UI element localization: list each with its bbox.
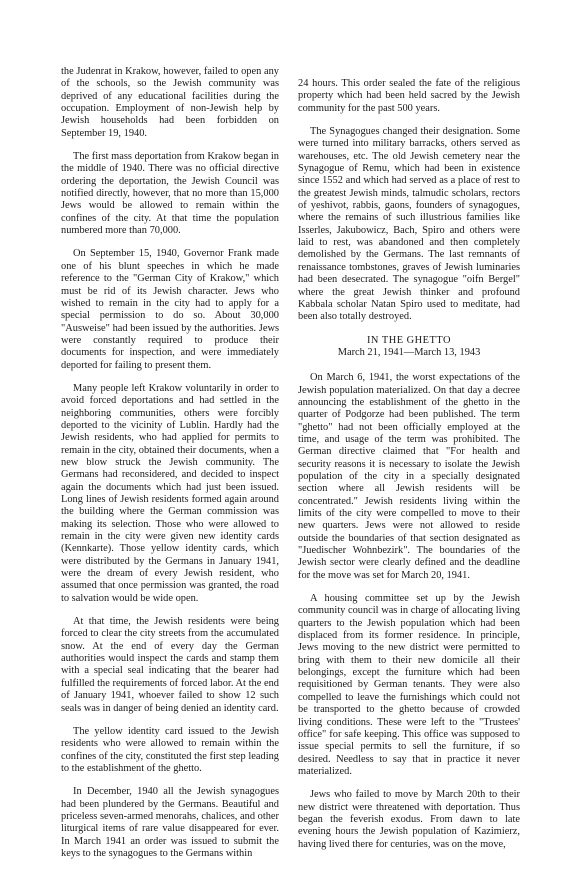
paragraph: Many people left Krakow voluntarily in order to avoid forced deportations and had settled in the neighboring communities, others were forcibly deported to the vicinity of Lublin. Hardly had the Jewish residents, who had applied for permits to remain in the city, obtained their documents, when a new blow struck the Jewish community. The Germans had reconsidered, and decided to inspect again the documents which had just been issued. Long lines of Jewish residents formed again around the building where the German commission was making its selection. Those who were allowed to remain in the city were given new identity cards (Kennkarte). Those yellow identity cards, which were distributed by the Germans in January 1941, were the dream of every Jewish resident, who assumed that once permission was granted, the road to salvation would be wide open. xyxy=(61,382,279,604)
left-column xyxy=(61,66,279,871)
paragraph: the Judenrat in Krakow, however, failed to open any of the schools, so the Jewish community was deprived of any educational facilities during the occupation. Employment of non-Jewish help by Jewish households had been forbidden on September 19, 1940. xyxy=(61,66,279,139)
section-dates: March 21, 1941—March 13, 1943 xyxy=(337,346,481,358)
paragraph: In December, 1940 all the Jewish synagogues had been plundered by the Germans. Beautiful and priceless seven-armed menorahs, chalices, and other liturgical items of rare value disappeared for ever. In March 1941 an order was issued to submit the keys to the synagogues to the Germans within xyxy=(61,786,279,859)
paragraph: The yellow identity card issued to the Jewish residents who were allowed to remain within the confines of the city, constituted the first step leading to the establishment of the ghetto. xyxy=(61,725,279,774)
paragraph: At that time, the Jewish residents were being forced to clear the city streets from the accumulated snow. At the end of every day the German authorities would inspect the cards and stamp them with a special seal indicating that the bearer had fulfilled the requirements of forced labor. At the end of January 1941, whoever failed to show 12 such seals was in danger of being denied an identity card. xyxy=(61,616,279,714)
paragraph: On March 6, 1941, the worst expectations of the Jewish population materialized. On that day a decree announcing the establishment of the ghetto in the quarter of Podgorze had been published. The term "ghetto" had not been officially employed at the time, and usage of the term was prohibited. The German directive claimed that "For health and security reasons it is necessary to isolate the Jewish population of the city in a specially designated section where all Jewish residents will be concentrated." Jewish residents living within the limits of the city were compelled to move to their new quarters. Jews were not allowed to reside outside the boundaries of that section designated as "Juedischer Wohnbezirk". The boundaries of the Jewish sector were clearly defined and the deadline for the move was set for March 20, 1941. xyxy=(298,372,520,581)
section-heading: IN THE GHETTO xyxy=(366,334,452,346)
paragraph: On September 15, 1940, Governor Frank made one of his blunt speeches in which he made reference to the "German City of Krakow," which must be rid of its Jewish character. Jews who wished to remain in the city had to apply for a special permission to do so. About 30,000 "Ausweise" had been issued by the authorities. Jews were constantly required to produce their documents for inspection, and were immediately deported for failing to present them. xyxy=(61,248,279,371)
right-column xyxy=(298,78,520,862)
paragraph: Jews who failed to move by March 20th to their new district were threatened with deportation. Thus began the feverish exodus. From dawn to late evening hours the Jewish population of Kazimierz, having lived there for centuries, was on the move, xyxy=(298,789,520,850)
paragraph: 24 hours. This order sealed the fate of the religious property which had been held sacred by the Jewish community for the past 500 years. xyxy=(298,78,520,114)
paragraph: A housing committee set up by the Jewish community council was in charge of allocating living quarters to the Jewish population which had been displaced from its former residence. In principle, Jews moving to the new district were permitted to bring with them to their new domicile all their belongings, except the furniture which had been requisitioned by German tenants. They were also compelled to leave the furnishings which could not be transported to the ghetto because of crowded living conditions. These were left to the "Trustees' office" for safe keeping. This office was supposed to issue special permits to sell the furniture, if so desired. Needless to say that in practice it never materialized. xyxy=(298,593,520,777)
paragraph: The Synagogues changed their designation. Some were turned into military barracks, others served as warehouses, etc. The old Jewish cemetery near the Synagogue of Remu, which had been in existence since 1552 and which had served as a place of rest to the greatest Jewish minds, talmudic scholars, rectors of yeshivot, rabbis, gaons, founders of synagogues, where the remains of such illustrious families like Isserles, Jakubowicz, Bach, Spiro and others were laid to rest, was abandoned and then completely demolished by the Germans. The last remnants of renaissance tombstones, graves of Jewish luminaries had been desecrated. The synagogue "oifn Bergel" where the great Jewish thinker and profound Kabbala scholar Natan Spiro used to meditate, had been also totally destroyed. xyxy=(298,126,520,323)
paragraph: The first mass deportation from Krakow began in the middle of 1940. There was no official directive ordering the deportation, the Jewish Council was notified directly, however, that no more than 15,000 Jews would be allowed to remain within the confines of the city. At that time the population numbered more than 70,000. xyxy=(61,151,279,237)
